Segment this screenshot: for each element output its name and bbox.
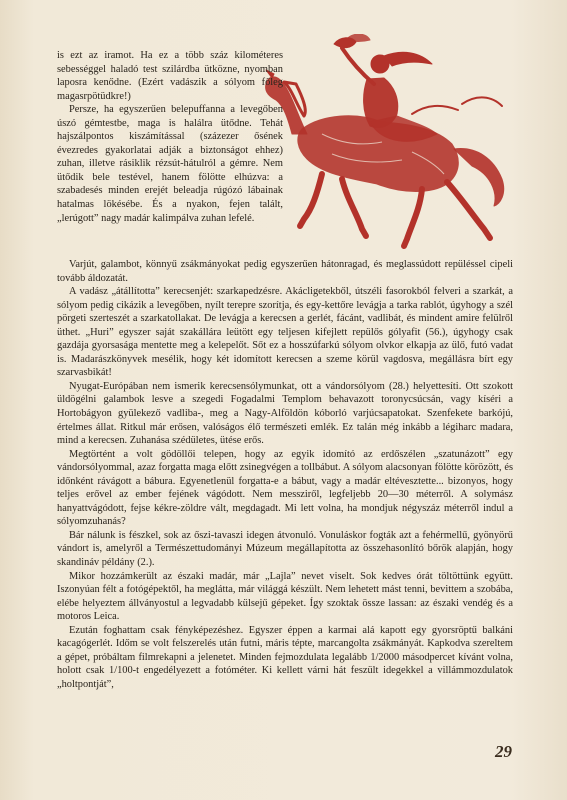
paragraph: Persze, ha egyszerűen belepuffanna a levegőben úszó gémtestbe, maga is halálra ütődne. Tehát hajszálpontos kiszámítással (százezer ősének évezredes gyakorlatai adják a biztonságot ehhez) zuhan, illetve rásiklik rézsút-hátulról a gémre. Nem ütődik bele testével, hanem fölötte elhúzva: a szabadesés minden erejét beleadja rúgózó lábainak hatalmas lökésébe. És a nyakon, fejen talált, „lerúgott” nagy madár kalimpálva zuhan lefelé.	[57, 104, 283, 224]
main-text-column	[57, 258, 513, 692]
paragraph: Bár nálunk is fészkel, sok az őszi-tavaszi idegen átvonuló. Vonuláskor fogták azt a fehérmellű, gyönyörű vándort is, amelyről a Természettudományi Múzeum megállapította az összehasonlító bőrök alapján, hogy skandináv példány (2.).	[57, 529, 513, 569]
paragraph: Ezután foghattam csak fényképezéshez. Egyszer éppen a karmai alá kapott egy gyorsröptű balkáni kacagógerlét. Időm se volt felszerelés után futni, máris tépte, marcangolta zsákmányát. Kapkodva szereltem a gépet, próbáltam filmrekapni a jelenetet. Minden fejmozdulata legalább 1/2000 másodpercet kívánt volna, holott csak 1/100-t engedélyezett a fotóméter. Ki kellett várni hát feszült idegekkel a villámmozdulatok „holtpontját”,	[57, 624, 513, 690]
paragraph: Megtörtént a volt gödöllői telepen, hogy az egyik idomító az erdőszélen „szatunázott” egy vándorsólyommal, azaz forgatta maga előtt zsinegvégen a tollbábut. A sólyom alacsonyan fölötte körözött, és időnként rávágott a bábura. Egyenetlenül forgatta-e a bábut, vagy a madár eltévesztette... bizonyos, hogy teljes erővel az ember fejének vágódott. Nem messziről, legfeljebb 20—30 méterről. A solymász hanyattvágódott, fejse kékre-zöldre vált, megdagadt. Mi lett volna, ha mondjuk négyszáz méterről indul a sólyomzuhanás?	[57, 448, 513, 528]
paragraph: Varjút, galambot, könnyű zsákmányokat pedig egyszerűen hátonragad, és meglassúdott repüléssel cipeli tovább áldozatát.	[57, 259, 513, 284]
paragraph: is ezt az iramot. Ha ez a több száz kilométeres sebességgel haladó test szilárdba ütközne, nyomban laposra kenődne. (Ezért vadászik a sólyom főleg magasrpötüdkre!)	[57, 50, 283, 102]
paragraph: Mikor hozzámkerült az északi madár, már „Lajla” nevet viselt. Sok kedves órát töltöttünk együtt. Iszonyúan félt a fotógépektől, ha meglátta, már világgá készült. Nem lehetett mást tenni, bevittem a szobába, elébe helyeztem állványostul a legvadabb külsejű gépeket. Így szoktak össze lassan: az északi vendég és a motoros Leica.	[57, 570, 513, 623]
paragraph: A vadász „átállította” kerecsenjét: szarkapedzésre. Akácligetekből, útszéli fasorokból felveri a szarkát, a sólyom pedig cikázik a levegőben, nyílt terepre szorítja, és egy-kettőre levágja a tarka rablót, úgyhogy a szél pörgeti szerteszét a szarkatollakat. De levágja a kerecsen a gerlét, fácánt, vadlibát, és mindent amire felülről üthet. „Huri” egyszer saját szakállára leütött egy teljesen kifejlett repülős gólyafit (56.), úgyhogy csak gazdája gyorsasága mentette meg a kelepelőt. Sőt ez a hosszúfarkú sólyom olvkor elkapja az ülő, futó vadat is. Madarászkönyvek mesélik, hogy két idomított kerecsen a szeme körül vagdosva, megállásra bírt egy szarvasbikát!	[57, 286, 513, 379]
falconer-on-horseback-illustration	[262, 34, 512, 252]
page-number: 29	[495, 742, 512, 761]
paragraph: Nyugat-Európában nem ismerik kerecsensólymunkat, ott a vándorsólyom (28.) helyettesíti. Ott szokott üldögélni galambok lesve a szegedi Fogadalmi Templom behavazott toronycsúcsán, vagy kíséri a Hortobágyon gyülekező vadliba-, meg a Nagy-Alföldön kóborló varjúcsapatokat. Szenfekete barkójú, értelmes állat. Ritkul már erősen, valóságos élő természeti emlék. Ez talán még inkább a légiharc madara, mind a kerecsen. Zuhanása szédületes, ütése erős.	[57, 380, 513, 447]
narrow-text-column	[57, 49, 283, 225]
